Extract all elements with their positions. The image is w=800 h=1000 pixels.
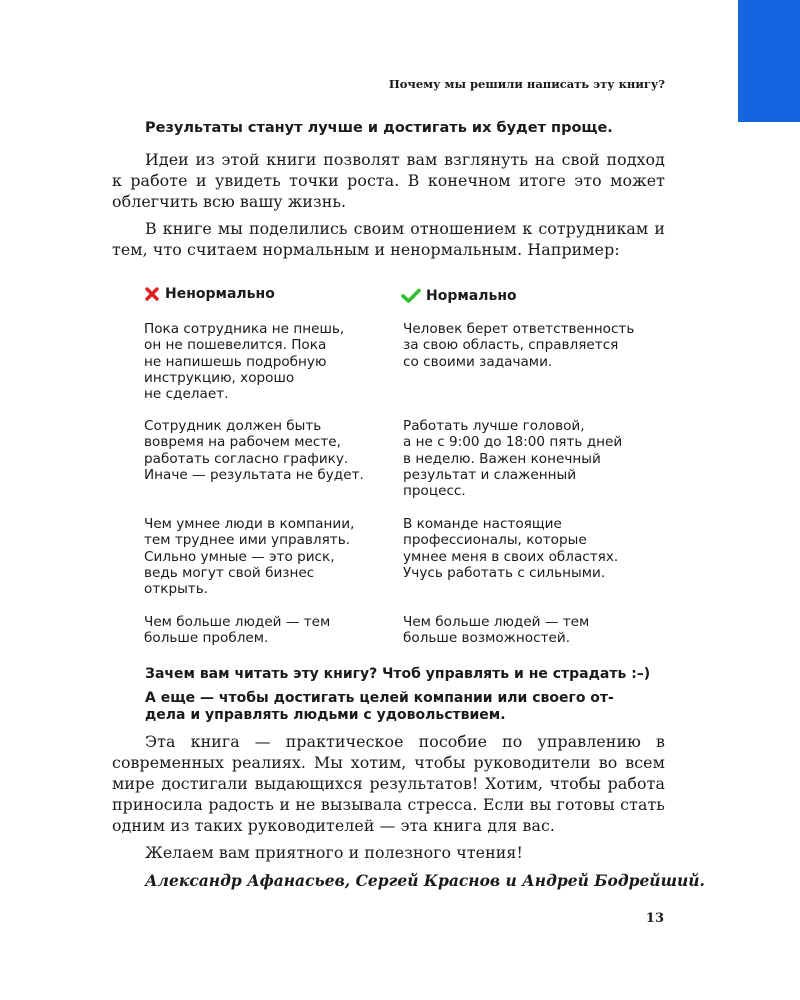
good-item: В команде настоящие профессионалы, которые умнее меня в своих областях. Учусь работать с сильными.	[403, 516, 619, 581]
cross-icon	[144, 286, 160, 302]
bad-item: Чем умнее люди в компании, тем труднее ими управлять. Сильно умные — это риск, ведь могут свой бизнес открыть.	[144, 516, 355, 598]
page-number: 13	[645, 911, 664, 926]
chapter-color-tab	[738, 0, 800, 122]
closing-paragraph: Эта книга — практическое пособие по управлению в современных реалиях. Мы хотим, чтобы руководители во всем мире достигали выдающихся результатов! Хотим, чтобы работа приносила радость и не вызывала стресса. Если вы готовы стать одним из таких руководителей — эта книга для вас.	[112, 732, 665, 835]
bad-item: Пока сотрудника не пнешь, он не пошевелится. Пока не напишешь подробную инструкцию, хорошо не сделает.	[144, 321, 345, 403]
good-item: Человек берет ответственность за свою область, справляется со своими задачами.	[403, 321, 635, 370]
good-item: Чем больше людей — тем больше возможностей.	[403, 614, 590, 647]
running-header: Почему мы решили написать эту книгу?	[388, 77, 665, 91]
closing-answer: А еще — чтобы достигать целей компании или своего от- дела и управлять людьми с удовольствием.	[145, 690, 614, 723]
good-heading-label: Нормально	[426, 288, 517, 304]
bad-column-heading	[144, 286, 275, 302]
bad-item: Чем больше людей — тем больше проблем.	[144, 614, 331, 647]
closing-question: Зачем вам читать эту книгу? Чтоб управлять и не страдать :–)	[145, 666, 651, 682]
check-icon	[401, 288, 421, 304]
bad-heading-label: Ненормально	[165, 286, 275, 302]
bad-item: Сотрудник должен быть вовремя на рабочем месте, работать согласно графику. Иначе — результата не будет.	[144, 418, 364, 483]
intro-bold-line: Результаты станут лучше и достигать их будет проще.	[145, 120, 613, 136]
authors-signature: Александр Афанасьев, Сергей Краснов и Андрей Бодрейший.	[145, 871, 705, 890]
good-item: Работать лучше головой, а не с 9:00 до 18:00 пять дней в неделю. Важен конечный результат и слаженный процесс.	[403, 418, 623, 500]
wish-paragraph: Желаем вам приятного и полезного чтения!	[145, 843, 523, 862]
good-column-heading	[401, 288, 517, 304]
intro-paragraph-1: Идеи из этой книги позволят вам взглянуть на свой подход к работе и увидеть точки роста. В конечном итоге это может облегчить всю вашу жизнь.	[112, 150, 665, 211]
intro-paragraph-2: В книге мы поделились своим отношением к сотрудникам и тем, что считаем нормальным и ненормальным. Например:	[112, 219, 665, 259]
